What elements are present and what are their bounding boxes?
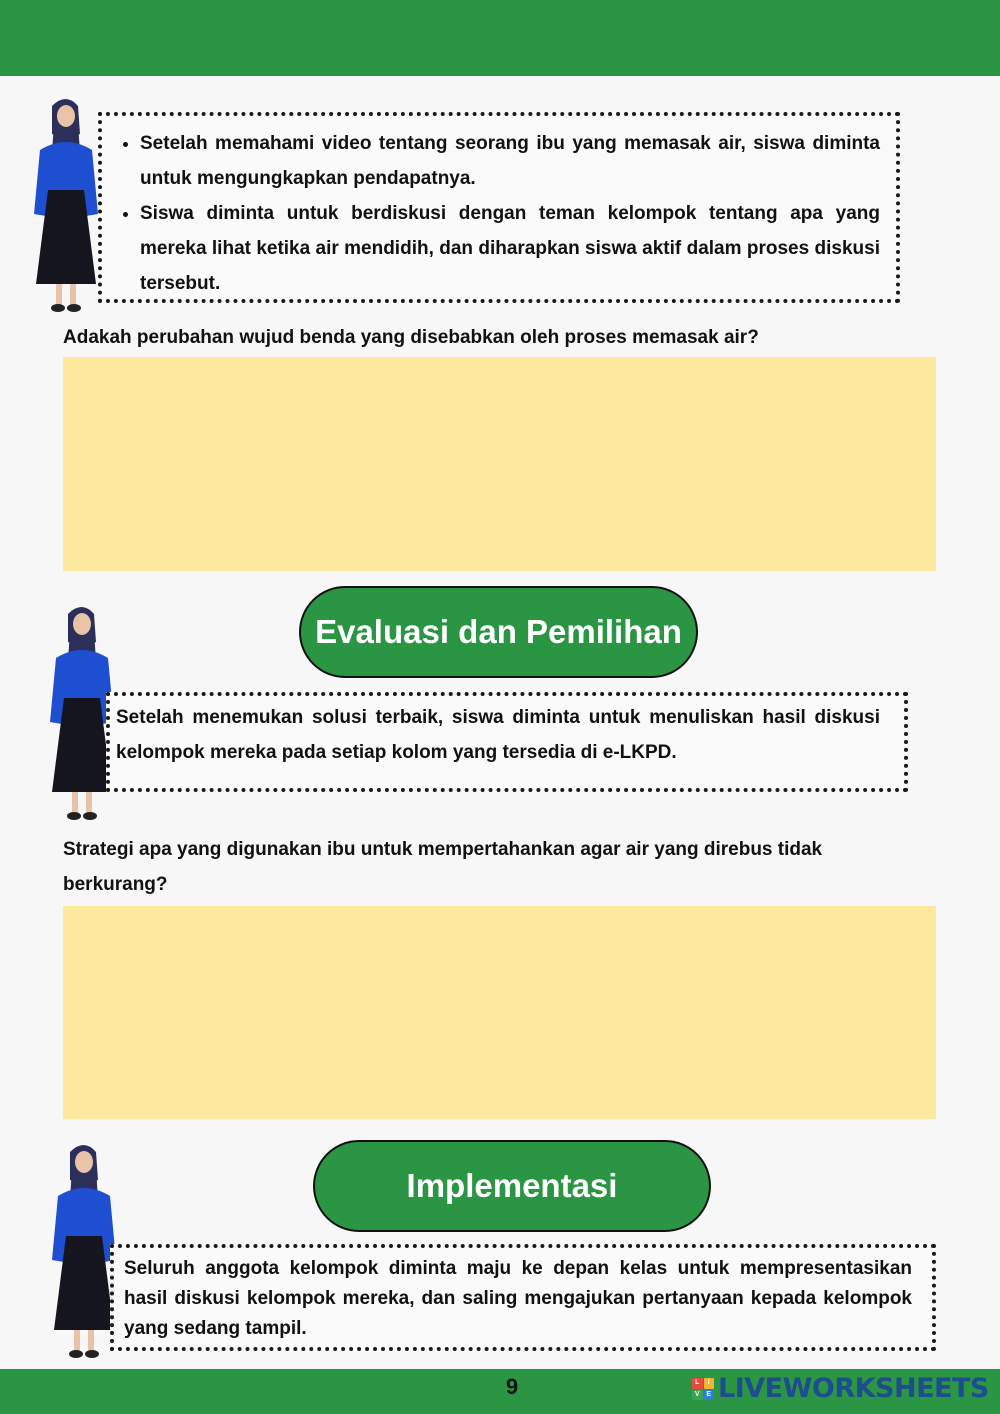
implementasi-instruction-text: Seluruh anggota kelompok diminta maju ke depan kelas untuk mempresentasikan hasil diskusi kelompok mereka, dan saling mengajukan pertanyaan kepada kelompok yang sedang tampil. [124,1258,912,1339]
header-bar [0,0,1000,76]
evaluasi-instruction-box [106,692,908,792]
student-figure [30,94,102,320]
logo-letter-l: L [692,1378,703,1389]
question-1: Adakah perubahan wujud benda yang disebabkan oleh proses memasak air? [63,327,759,348]
intro-bullet-1: • Setelah memahami video tentang seorang ibu yang memasak air, siswa diminta untuk mengungkapkan pendapatnya. [140,126,880,196]
student-illustration [30,94,102,320]
intro-bullet-list [116,126,880,301]
implementasi-instruction-box [110,1244,936,1351]
question-2: Strategi apa yang digunakan ibu untuk mempertahankan agar air yang direbus tidak berkurang? [63,839,823,895]
liveworksheets-brand[interactable] [692,1374,989,1404]
evaluasi-instruction-text: Setelah menemukan solusi terbaik, siswa diminta untuk menuliskan hasil diskusi kelompok mereka pada setiap kolom yang tersedia di e-LKPD. [116,707,880,763]
section-title-implementasi: Implementasi [313,1140,711,1232]
logo-letter-i: I [704,1378,715,1389]
answer-field-2[interactable] [63,906,936,1119]
liveworksheets-wordmark: LIVEWORKSHEETS [718,1373,989,1404]
intro-instruction-box [98,112,900,303]
section-title-evaluasi: Evaluasi dan Pemilihan [299,586,698,678]
intro-bullet-2: • Siswa diminta untuk berdiskusi dengan teman kelompok tentang apa yang mereka lihat ketika air mendidih, dan diharapkan siswa aktif dalam proses diskusi tersebut. [140,196,880,301]
logo-letter-v: V [692,1390,703,1401]
page-number: 9 [505,1374,519,1399]
liveworksheets-logo-icon [692,1378,714,1400]
logo-letter-e: E [704,1390,715,1401]
answer-field-1[interactable] [63,357,936,571]
